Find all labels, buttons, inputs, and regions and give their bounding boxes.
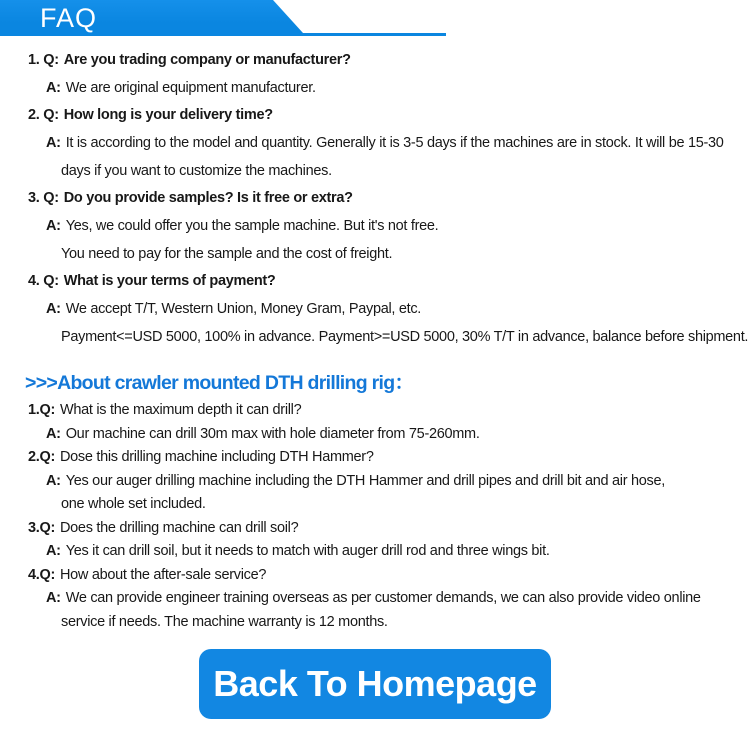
- question-number: 1.Q:: [28, 402, 55, 419]
- answer-prefix: A:: [46, 301, 61, 318]
- question-text: Are you trading company or manufacturer?: [63, 51, 351, 68]
- answer-line: [0, 295, 750, 323]
- answer-continuation: one whole set included.: [61, 496, 206, 513]
- faq-item: [0, 46, 750, 101]
- question-line: [0, 563, 750, 587]
- answer-continuation: service if needs. The machine warranty is 12 months.: [61, 613, 388, 630]
- answer-line: [0, 540, 750, 564]
- question-text: Do you provide samples? Is it free or extra?: [63, 190, 353, 207]
- footer: [0, 649, 750, 719]
- answer-line: [0, 422, 750, 446]
- answer-prefix: A:: [46, 79, 61, 96]
- question-line: [0, 46, 750, 74]
- faq-item: [0, 184, 750, 267]
- answer-prefix: A:: [46, 425, 61, 442]
- answer-prefix: A:: [46, 134, 61, 151]
- answer-prefix: A:: [46, 543, 61, 560]
- faq-item: [0, 446, 750, 517]
- question-text: How about the after-sale service?: [60, 566, 267, 583]
- answer-text: Yes it can drill soil, but it needs to match with auger drill rod and three wings bit.: [65, 543, 550, 560]
- question-number: 4.Q:: [28, 566, 55, 583]
- question-text: What is your terms of payment?: [63, 273, 276, 290]
- answer-continuation: You need to pay for the sample and the cost of freight.: [61, 245, 393, 262]
- back-to-homepage-button[interactable]: Back To Homepage: [199, 649, 551, 719]
- question-number: 2.Q:: [28, 449, 55, 466]
- question-line: [0, 268, 750, 296]
- question-text: What is the maximum depth it can drill?: [60, 402, 302, 419]
- question-text: Dose this drilling machine including DTH Hammer?: [60, 449, 374, 466]
- faq-item: [0, 268, 750, 351]
- answer-line: [0, 469, 750, 493]
- question-number: 3. Q:: [28, 190, 59, 207]
- answer-text: We are original equipment manufacturer.: [65, 79, 316, 96]
- answer-continuation: Payment<=USD 5000, 100% in advance. Payment>=USD 5000, 30% T/T in advance, balance before shipment.: [61, 328, 749, 345]
- answer-line: [0, 212, 750, 240]
- faq-item: [0, 516, 750, 563]
- header-banner: [0, 0, 750, 36]
- answer-text: We can provide engineer training overseas as per customer demands, we can also provide video online: [65, 590, 701, 607]
- faq-item: [0, 563, 750, 634]
- question-line: [0, 101, 750, 129]
- answer-text: Our machine can drill 30m max with hole diameter from 75-260mm.: [65, 425, 480, 442]
- answer-text: Yes our auger drilling machine including the DTH Hammer and drill pipes and drill bit and air hose,: [65, 472, 665, 489]
- question-number: 4. Q:: [28, 273, 59, 290]
- answer-prefix: A:: [46, 590, 61, 607]
- answer-line: [0, 129, 750, 157]
- question-line: [0, 516, 750, 540]
- question-text: Does the drilling machine can drill soil?: [60, 519, 299, 536]
- answer-text: Yes, we could offer you the sample machine. But it's not free.: [65, 217, 439, 234]
- answer-line: [0, 74, 750, 102]
- question-line: [0, 399, 750, 423]
- question-line: [0, 446, 750, 470]
- faq-general-section: [0, 46, 750, 351]
- faq-item: [0, 101, 750, 184]
- answer-continuation: days if you want to customize the machines.: [61, 162, 332, 179]
- answer-prefix: A:: [46, 472, 61, 489]
- question-number: 2. Q:: [28, 107, 59, 124]
- faq-item: [0, 399, 750, 446]
- question-number: 3.Q:: [28, 519, 55, 536]
- answer-line: [0, 587, 750, 611]
- answer-text: We accept T/T, Western Union, Money Gram, Paypal, etc.: [65, 301, 422, 318]
- answer-text: It is according to the model and quantity. Generally it is 3-5 days if the machines are in stock. It will be 15-30: [65, 134, 724, 151]
- question-number: 1. Q:: [28, 51, 59, 68]
- answer-prefix: A:: [46, 217, 61, 234]
- question-line: [0, 184, 750, 212]
- page-title: FAQ: [40, 3, 98, 33]
- question-text: How long is your delivery time?: [63, 107, 273, 124]
- faq-product-section: [0, 399, 750, 634]
- product-section-heading: >>>About crawler mounted DTH drilling rig：: [25, 371, 414, 394]
